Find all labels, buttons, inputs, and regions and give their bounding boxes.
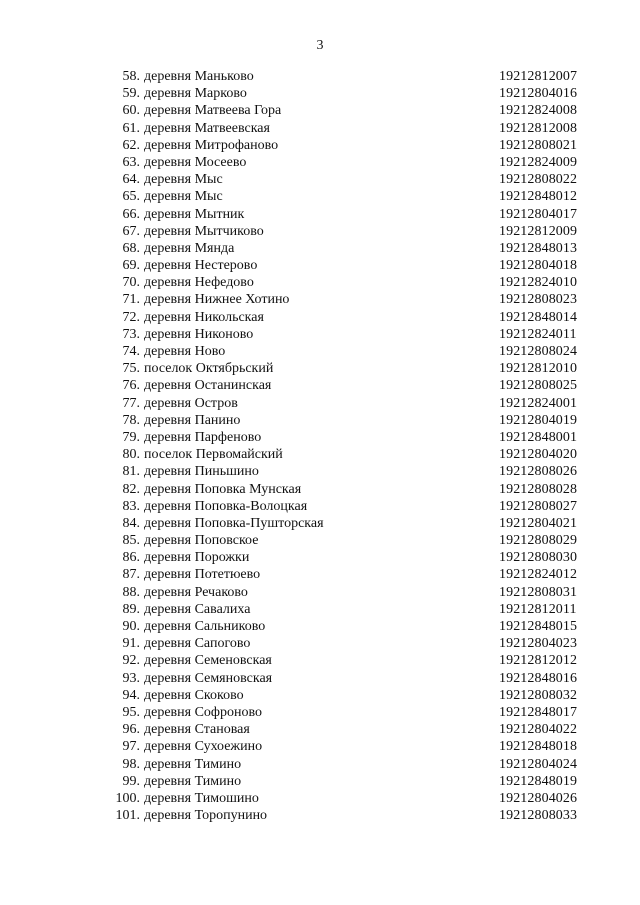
list-item <box>0 481 640 498</box>
settlement-name: деревня Нестерово <box>144 258 258 274</box>
item-number: 70. <box>122 275 140 291</box>
settlement-name: деревня Мытник <box>144 206 245 222</box>
item-number: 92. <box>122 653 140 669</box>
item-number: 59. <box>122 86 140 102</box>
oktmo-code: 19212848017 <box>499 704 578 720</box>
oktmo-code: 19212824001 <box>499 395 578 411</box>
item-number: 81. <box>122 464 140 480</box>
item-number: 91. <box>122 636 140 652</box>
item-number: 75. <box>122 361 140 377</box>
oktmo-code: 19212824008 <box>499 103 578 119</box>
list-item <box>0 721 640 738</box>
item-number: 85. <box>122 533 140 549</box>
list-item <box>0 807 640 824</box>
oktmo-code: 19212812011 <box>499 601 577 617</box>
settlement-name: поселок Первомайский <box>144 447 283 463</box>
item-number: 73. <box>122 326 140 342</box>
oktmo-code: 19212808021 <box>499 137 578 153</box>
oktmo-code: 19212812012 <box>499 653 578 669</box>
list-item <box>0 652 640 669</box>
settlement-name: деревня Мосеево <box>144 154 247 170</box>
oktmo-code: 19212808033 <box>499 808 578 824</box>
settlement-name: деревня Нефедово <box>144 275 254 291</box>
settlement-name: деревня Пиньшино <box>144 464 259 480</box>
oktmo-code: 19212824012 <box>499 567 578 583</box>
item-number: 66. <box>122 206 140 222</box>
list-item <box>0 738 640 755</box>
list-item <box>0 309 640 326</box>
item-number: 89. <box>122 601 140 617</box>
item-number: 74. <box>122 344 140 359</box>
list-item <box>0 240 640 257</box>
oktmo-code: 19212824011 <box>499 326 577 342</box>
settlement-name: деревня Поповка-Пушторская <box>144 515 324 531</box>
settlement-name: деревня Матвеевская <box>144 120 270 136</box>
list-item <box>0 601 640 618</box>
item-number: 88. <box>122 584 140 600</box>
settlement-name: деревня Митрофаново <box>144 137 279 153</box>
item-number: 68. <box>122 240 140 256</box>
list-item <box>0 618 640 635</box>
list-item <box>0 549 640 566</box>
item-number: 83. <box>122 498 140 514</box>
list-item <box>0 429 640 446</box>
item-number: 64. <box>122 172 140 188</box>
settlement-name: деревня Марково <box>144 86 247 102</box>
item-number: 94. <box>122 687 140 703</box>
list-item <box>0 343 640 360</box>
list-item <box>0 584 640 601</box>
list-item <box>0 257 640 274</box>
oktmo-code: 19212848013 <box>499 240 578 256</box>
list-item <box>0 154 640 171</box>
item-number: 79. <box>122 429 140 445</box>
item-number: 61. <box>122 120 140 136</box>
oktmo-code: 19212808023 <box>499 292 578 308</box>
settlement-name: деревня Сальниково <box>144 619 266 634</box>
settlement-name: деревня Останинская <box>144 378 272 394</box>
oktmo-code: 19212812007 <box>499 69 578 84</box>
settlement-name: деревня Мыс <box>144 172 223 188</box>
oktmo-code: 19212824009 <box>499 154 578 170</box>
oktmo-code: 19212804022 <box>499 722 578 738</box>
page-number: 3 <box>316 38 324 53</box>
oktmo-code: 19212812008 <box>499 120 578 136</box>
item-number: 86. <box>122 550 140 566</box>
oktmo-code: 19212812009 <box>499 223 578 239</box>
item-number: 60. <box>122 103 140 119</box>
list-item <box>0 463 640 480</box>
oktmo-code: 19212848001 <box>499 429 578 445</box>
item-number: 58. <box>122 69 140 84</box>
item-number: 71. <box>122 292 140 308</box>
settlement-name: деревня Мытчиково <box>144 223 264 239</box>
settlement-name: деревня Нижнее Хотино <box>144 292 290 308</box>
oktmo-code: 19212848012 <box>499 189 578 205</box>
list-item <box>0 687 640 704</box>
settlement-list <box>0 68 640 824</box>
oktmo-code: 19212804016 <box>499 86 578 102</box>
settlement-name: деревня Тимошино <box>144 790 259 806</box>
oktmo-code: 19212804019 <box>499 412 578 428</box>
list-item <box>0 291 640 308</box>
list-item <box>0 566 640 583</box>
settlement-name: деревня Поповка-Волоцкая <box>144 498 308 514</box>
settlement-name: деревня Остров <box>144 395 238 411</box>
settlement-name: поселок Октябрьский <box>144 361 274 377</box>
list-item <box>0 790 640 807</box>
settlement-name: деревня Ново <box>144 344 226 359</box>
list-item <box>0 446 640 463</box>
settlement-name: деревня Торопунино <box>144 808 268 824</box>
settlement-name: деревня Софроново <box>144 704 263 720</box>
settlement-name: деревня Становая <box>144 722 250 738</box>
item-number: 77. <box>122 395 140 411</box>
oktmo-code: 19212848018 <box>499 739 578 755</box>
oktmo-code: 19212848019 <box>499 773 578 789</box>
item-number: 62. <box>122 137 140 153</box>
list-item <box>0 188 640 205</box>
settlement-name: деревня Потетюево <box>144 567 261 583</box>
list-item <box>0 223 640 240</box>
list-item <box>0 532 640 549</box>
item-number: 72. <box>122 309 140 325</box>
item-number: 100. <box>115 790 140 806</box>
list-item <box>0 377 640 394</box>
settlement-name: деревня Тимино <box>144 773 242 789</box>
settlement-name: деревня Поповка Мунская <box>144 481 302 497</box>
oktmo-code: 19212808022 <box>499 172 578 188</box>
oktmo-code: 19212808026 <box>499 464 578 480</box>
item-number: 84. <box>122 515 140 531</box>
item-number: 65. <box>122 189 140 205</box>
oktmo-code: 19212804017 <box>499 206 578 222</box>
settlement-name: деревня Речаково <box>144 584 248 600</box>
list-item <box>0 515 640 532</box>
item-number: 78. <box>122 412 140 428</box>
oktmo-code: 19212812010 <box>499 361 578 377</box>
oktmo-code: 19212804020 <box>499 447 578 463</box>
list-item <box>0 635 640 652</box>
list-item <box>0 102 640 119</box>
oktmo-code: 19212808030 <box>499 550 578 566</box>
item-number: 97. <box>122 739 140 755</box>
item-number: 76. <box>122 378 140 394</box>
list-item <box>0 756 640 773</box>
oktmo-code: 19212848016 <box>499 670 578 686</box>
list-item <box>0 85 640 102</box>
list-item <box>0 360 640 377</box>
list-item <box>0 670 640 687</box>
oktmo-code: 19212804023 <box>499 636 578 652</box>
settlement-name: деревня Маньково <box>144 69 254 84</box>
list-item <box>0 120 640 137</box>
item-number: 69. <box>122 258 140 274</box>
settlement-name: деревня Тимино <box>144 756 242 772</box>
settlement-name: деревня Сухоежино <box>144 739 263 755</box>
settlement-name: деревня Сапогово <box>144 636 251 652</box>
settlement-name: деревня Никоново <box>144 326 254 342</box>
list-item <box>0 395 640 412</box>
item-number: 63. <box>122 154 140 170</box>
settlement-name: деревня Матвеева Гора <box>144 103 282 119</box>
item-number: 87. <box>122 567 140 583</box>
oktmo-code: 19212804021 <box>499 515 578 531</box>
settlement-name: деревня Савалиха <box>144 601 251 617</box>
item-number: 99. <box>122 773 140 789</box>
item-number: 80. <box>122 447 140 463</box>
list-item <box>0 137 640 154</box>
settlement-name: деревня Парфеново <box>144 429 262 445</box>
item-number: 95. <box>122 704 140 720</box>
oktmo-code: 19212804018 <box>499 258 578 274</box>
list-item <box>0 412 640 429</box>
list-item <box>0 498 640 515</box>
settlement-name: деревня Семеновская <box>144 653 272 669</box>
list-item <box>0 68 640 85</box>
oktmo-code: 19212808028 <box>499 481 578 497</box>
oktmo-code: 19212804026 <box>499 790 578 806</box>
settlement-name: деревня Скоково <box>144 687 244 703</box>
list-item <box>0 704 640 721</box>
oktmo-code: 19212848014 <box>499 309 578 325</box>
oktmo-code: 19212804024 <box>499 756 578 772</box>
item-number: 82. <box>122 481 140 497</box>
item-number: 98. <box>122 756 140 772</box>
settlement-name: деревня Семяновская <box>144 670 273 686</box>
list-item <box>0 274 640 291</box>
list-item <box>0 773 640 790</box>
item-number: 67. <box>122 223 140 239</box>
oktmo-code: 19212808024 <box>499 344 578 359</box>
settlement-name: деревня Никольская <box>144 309 264 325</box>
settlement-name: деревня Поповское <box>144 533 259 549</box>
item-number: 96. <box>122 722 140 738</box>
settlement-name: деревня Панино <box>144 412 241 428</box>
list-item <box>0 326 640 343</box>
settlement-name: деревня Порожки <box>144 550 250 566</box>
oktmo-code: 19212808032 <box>499 687 578 703</box>
oktmo-code: 19212808027 <box>499 498 578 514</box>
oktmo-code: 19212848015 <box>499 619 578 634</box>
oktmo-code: 19212808031 <box>499 584 578 600</box>
oktmo-code: 19212824010 <box>499 275 578 291</box>
list-item <box>0 206 640 223</box>
oktmo-code: 19212808029 <box>499 533 578 549</box>
item-number: 101. <box>115 808 140 824</box>
settlement-name: деревня Мянда <box>144 240 235 256</box>
settlement-name: деревня Мыс <box>144 189 223 205</box>
item-number: 93. <box>122 670 140 686</box>
oktmo-code: 19212808025 <box>499 378 578 394</box>
list-item <box>0 171 640 188</box>
item-number: 90. <box>122 619 140 634</box>
